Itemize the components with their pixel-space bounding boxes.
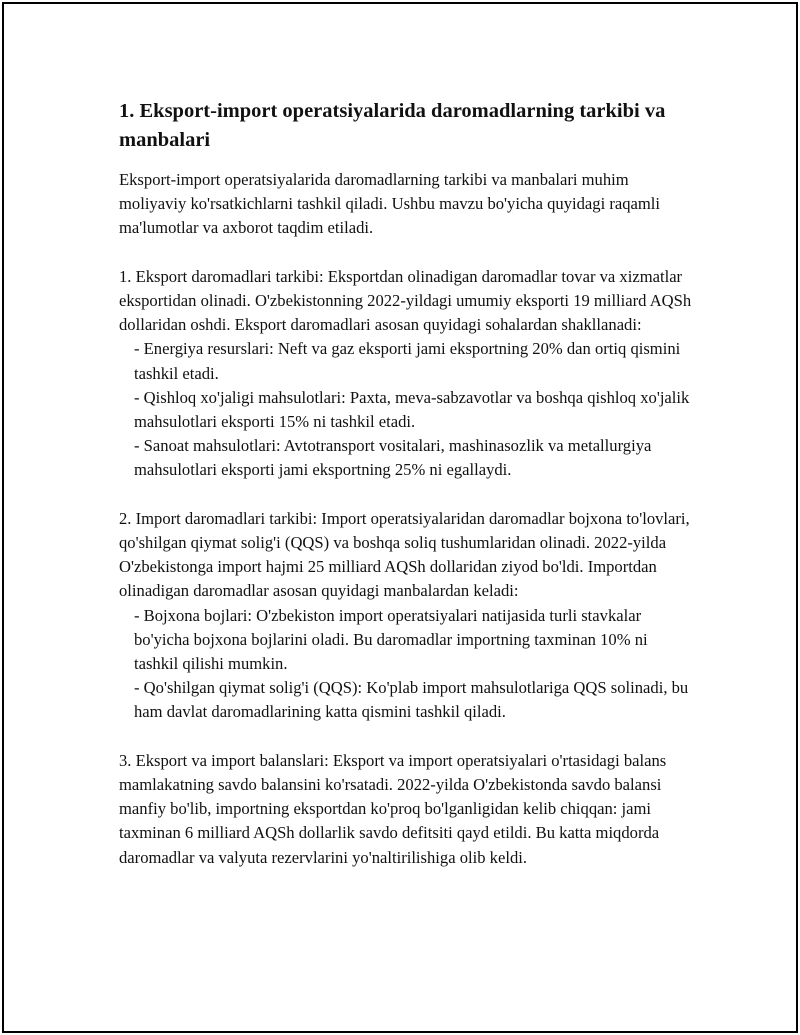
- section-paragraph: 1. Eksport daromadlari tarkibi: Eksportdan olinadigan daromadlar tovar va xizmatlar eksportidan olinadi. O'zbekistonning 2022-yildagi umumiy eksporti 19 milliard AQSh dollaridan oshdi. Eksport daromadlari asosan quyidagi sohalardan shakllanadi:: [119, 266, 692, 335]
- bullet-item: - Qishloq xo'jaligi mahsulotlari: Paxta, meva-sabzavotlar va boshqa qishloq xo'jalik mahsulotlari eksporti 15% ni tashkil etadi.: [134, 387, 690, 432]
- bullet-item: - Qo'shilgan qiymat solig'i (QQS): Ko'plab import mahsulotlariga QQS solinadi, bu ham davlat daromadlarining katta qismini tashkil qiladi.: [134, 678, 689, 722]
- section-export-income: [119, 265, 694, 483]
- bullet-item: - Bojxona bojlari: O'zbekiston import operatsiyalari natijasida turli stavkalar bo'yicha bojxona bojlarini oladi. Bu daromadlar importning taxminan 10% ni tashkil qilishi mumkin.: [134, 605, 648, 674]
- section-paragraph: 3. Eksport va import balanslari: Eksport va import operatsiyalari o'rtasidagi balans mamlakatning savdo balansini ko'rsatadi. 2022-yilda O'zbekistonda savdo balansi manfiy bo'lib, importning eksportdan ko'proq bo'lganligidan kelib chiqqan: jami taxminan 6 milliard AQSh dollarlik savdo defitsiti qayd etildi. Bu katta miqdorda daromadlar va valyuta rezervlarini yo'naltirilishiga olib keldi.: [119, 750, 667, 867]
- bullet-item: - Sanoat mahsulotlari: Avtotransport vositalari, mashinasozlik va metallurgiya mahsulotlari eksporti jami eksportning 25% ni egallaydi.: [134, 436, 652, 480]
- section-paragraph: 2. Import daromadlari tarkibi: Import operatsiyalaridan daromadlar bojxona to'lovlari, qo'shilgan qiymat solig'i (QQS) va boshqa soliq tushumlaridan olinadi. 2022-yilda O'zbekistonga import hajmi 25 milliard AQSh dollaridan ziyod bo'ldi. Importdan olinadigan daromadlar asosan quyidagi manbalardan keladi:: [119, 508, 690, 601]
- document-page: [2, 2, 798, 1033]
- intro-paragraph: Eksport-import operatsiyalarida daromadlarning tarkibi va manbalari muhim moliyaviy ko'rsatkichlarni tashkil qiladi. Ushbu mavzu bo'yicha quyidagi raqamli ma'lumotlar va axborot taqdim etiladi.: [119, 170, 661, 238]
- document-title: 1. Eksport-import operatsiyalarida daromadlarning tarkibi va manbalari: [119, 100, 666, 151]
- bullet-item: - Energiya resurslari: Neft va gaz eksporti jami eksportning 20% dan ortiq qismini tashkil etadi.: [134, 339, 681, 383]
- section-import-income: [119, 507, 694, 725]
- document-body: [119, 97, 694, 894]
- section-trade-balance: [119, 749, 694, 870]
